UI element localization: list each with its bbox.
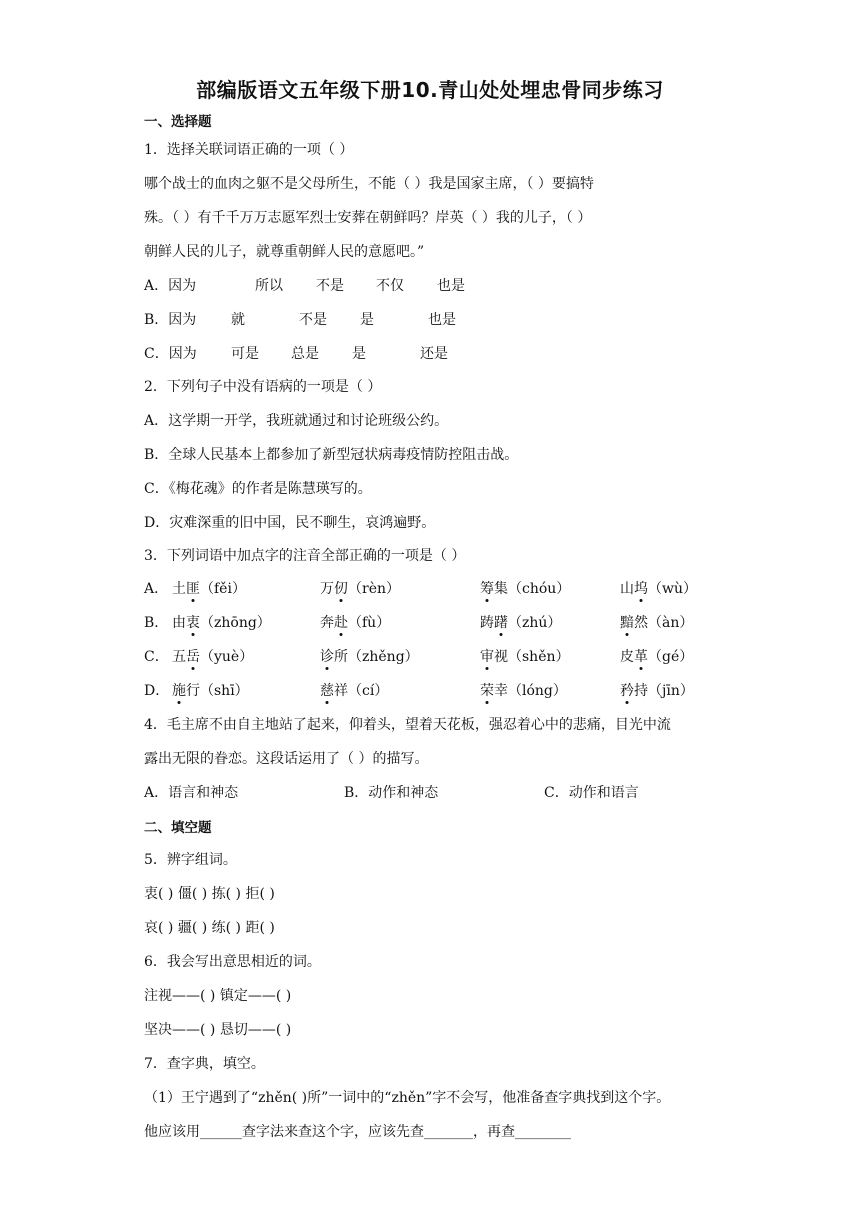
q2-option-d: D．灾难深重的旧中国，民不聊生，哀鸿遍野。 <box>144 515 436 531</box>
dotted-character: 施 <box>172 683 186 699</box>
q1-option-c-label: C．因为 <box>144 346 197 362</box>
dotted-character: 仞 <box>334 581 348 597</box>
q3-option-label: C． <box>144 649 169 665</box>
q3-word-item <box>620 648 693 666</box>
q6-row-2: 坚决——( ) 恳切——( ) <box>144 1022 292 1038</box>
dotted-character: 坞 <box>634 581 648 597</box>
q1-option-a-word: 不是 <box>316 278 344 294</box>
word-prefix: 山 <box>620 581 634 597</box>
q3-word-item <box>320 614 390 632</box>
dotted-character: 岳 <box>186 649 200 665</box>
question-7-stem: 7．查字典，填空。 <box>144 1056 265 1072</box>
q1-option-b-label: B．因为 <box>144 312 197 328</box>
dotted-character: 革 <box>634 649 648 665</box>
pinyin-annotation: （wù） <box>648 581 697 597</box>
q1-option-c-word: 是 <box>352 346 366 362</box>
pinyin-annotation: （shī） <box>200 683 249 699</box>
pinyin-annotation: （fù） <box>348 615 391 631</box>
dotted-character: 筹 <box>480 581 494 597</box>
question-4-text-line1: 4．毛主席不由自主地站了起来，仰着头，望着天花板，强忍着心中的悲痛，目光中流 <box>144 717 671 733</box>
q2-option-c: C．《梅花魂》的作者是陈慧瑛写的。 <box>144 481 372 497</box>
word-prefix: 五 <box>172 649 186 665</box>
word-suffix: 祥 <box>334 683 348 699</box>
q3-word-item <box>172 648 253 666</box>
question-2-stem: 2．下列句子中没有语病的一项是（ ） <box>144 379 382 395</box>
question-1-text-line2: 殊。（ ）有千千万万志愿军烈士安葬在朝鲜吗？岸英（ ）我的儿子，（ ） <box>144 210 592 226</box>
pinyin-annotation: （fěi） <box>200 581 246 597</box>
q7-text-line2: 他应该用______查字法来查这个字，应该先查_______，再查________ <box>144 1124 571 1140</box>
q1-option-c-word: 可是 <box>231 346 259 362</box>
pinyin-annotation: （zhōng） <box>200 615 271 631</box>
pinyin-annotation: （lóng） <box>508 683 567 699</box>
word-prefix: 土 <box>172 581 186 597</box>
question-3-stem: 3．下列词语中加点字的注音全部正确的一项是（ ） <box>144 548 466 564</box>
q1-option-b-word: 不是 <box>299 312 327 328</box>
pinyin-annotation: （cí） <box>348 683 389 699</box>
word-prefix: 皮 <box>620 649 634 665</box>
q3-word-item <box>320 682 388 700</box>
q5-row-2: 哀( ) 疆( ) 练( ) 距( ) <box>144 920 275 936</box>
q4-option-b: B．动作和神态 <box>344 785 439 801</box>
question-6-stem: 6．我会写出意思相近的词。 <box>144 954 321 970</box>
q4-option-c: C．动作和语言 <box>544 785 639 801</box>
dotted-character: 荣 <box>480 683 494 699</box>
q3-word-item <box>480 682 567 700</box>
q3-word-item <box>320 580 400 598</box>
word-prefix: 踌 <box>480 615 494 631</box>
question-1-stem: 1．选择关联词语正确的一项（ ） <box>144 142 354 158</box>
pinyin-annotation: （gé） <box>648 649 694 665</box>
dotted-character: 黯 <box>620 615 634 631</box>
pinyin-annotation: （rèn） <box>348 581 400 597</box>
q3-word-item <box>320 648 419 666</box>
q3-word-item <box>620 614 693 632</box>
q2-option-a: A．这学期一开学，我班就通过和讨论班级公约。 <box>144 413 449 429</box>
page-title: 部编版语文五年级下册10.青山处处埋忠骨同步练习 <box>196 78 664 102</box>
question-1-text-line3: 朝鲜人民的儿子，就尊重朝鲜人民的意愿吧。” <box>144 244 425 260</box>
word-suffix: 幸 <box>494 683 508 699</box>
q3-word-item <box>480 648 570 666</box>
pinyin-annotation: （àn） <box>648 615 694 631</box>
dotted-character: 矜 <box>620 683 634 699</box>
q2-option-b: B．全球人民基本上都参加了新型冠状病毒疫情防控阻击战。 <box>144 447 519 463</box>
q3-word-item <box>172 682 249 700</box>
q6-row-1: 注视——( ) 镇定——( ) <box>144 988 292 1004</box>
word-suffix: 所 <box>334 649 348 665</box>
word-suffix: 视 <box>494 649 508 665</box>
pinyin-annotation: （jīn） <box>648 683 694 699</box>
pinyin-annotation: （shěn） <box>508 649 570 665</box>
q3-word-item <box>620 682 694 700</box>
question-4-text-line2: 露出无限的眷恋。这段话运用了（ ）的描写。 <box>144 751 429 767</box>
q1-option-c-word: 还是 <box>420 346 448 362</box>
word-suffix: 然 <box>634 615 648 631</box>
q3-word-item <box>480 614 561 632</box>
section-heading-choice: 一、选择题 <box>144 114 212 130</box>
word-prefix: 由 <box>172 615 186 631</box>
word-suffix: 持 <box>634 683 648 699</box>
q7-text-line1: （1）王宁遇到了“zhěn( )所”一词中的“zhěn”字不会写，他准备查字典找到这个字。 <box>144 1090 671 1106</box>
q1-option-b-word: 也是 <box>428 312 456 328</box>
q1-option-a-label: A．因为 <box>144 278 197 294</box>
q3-option-label: B． <box>144 615 169 631</box>
dotted-character: 审 <box>480 649 494 665</box>
word-prefix: 万 <box>320 581 334 597</box>
q3-option-label: D． <box>144 683 170 699</box>
q3-word-item <box>172 614 271 632</box>
pinyin-annotation: （zhěng） <box>348 649 419 665</box>
q1-option-a-word: 所以 <box>255 278 283 294</box>
question-1-text-line1: 哪个战士的血肉之躯不是父母所生，不能（ ）我是国家主席，（ ）要搞特 <box>144 176 594 192</box>
q1-option-b-word: 就 <box>231 312 245 328</box>
word-prefix: 奔 <box>320 615 334 631</box>
dotted-character: 诊 <box>320 649 334 665</box>
word-suffix: 集 <box>494 581 508 597</box>
q1-option-c-word: 总是 <box>291 346 319 362</box>
q3-word-item <box>620 580 697 598</box>
dotted-character: 躇 <box>494 615 508 631</box>
question-5-stem: 5．辨字组词。 <box>144 852 237 868</box>
dotted-character: 慈 <box>320 683 334 699</box>
pinyin-annotation: （yuè） <box>200 649 254 665</box>
q1-option-a-word: 不仅 <box>376 278 404 294</box>
section-heading-fill: 二、填空题 <box>144 820 212 836</box>
q1-option-a-word: 也是 <box>437 278 465 294</box>
dotted-character: 赴 <box>334 615 348 631</box>
pinyin-annotation: （zhú） <box>508 615 562 631</box>
word-suffix: 行 <box>186 683 200 699</box>
q3-word-item <box>480 580 570 598</box>
pinyin-annotation: （chóu） <box>508 581 571 597</box>
q1-option-b-word: 是 <box>360 312 374 328</box>
q4-option-a: A．语言和神态 <box>144 785 239 801</box>
q3-word-item <box>172 580 246 598</box>
q3-option-label: A． <box>144 581 169 597</box>
dotted-character: 匪 <box>186 581 200 597</box>
dotted-character: 衷 <box>186 615 200 631</box>
q5-row-1: 衷( ) 僵( ) 拣( ) 拒( ) <box>144 886 275 902</box>
